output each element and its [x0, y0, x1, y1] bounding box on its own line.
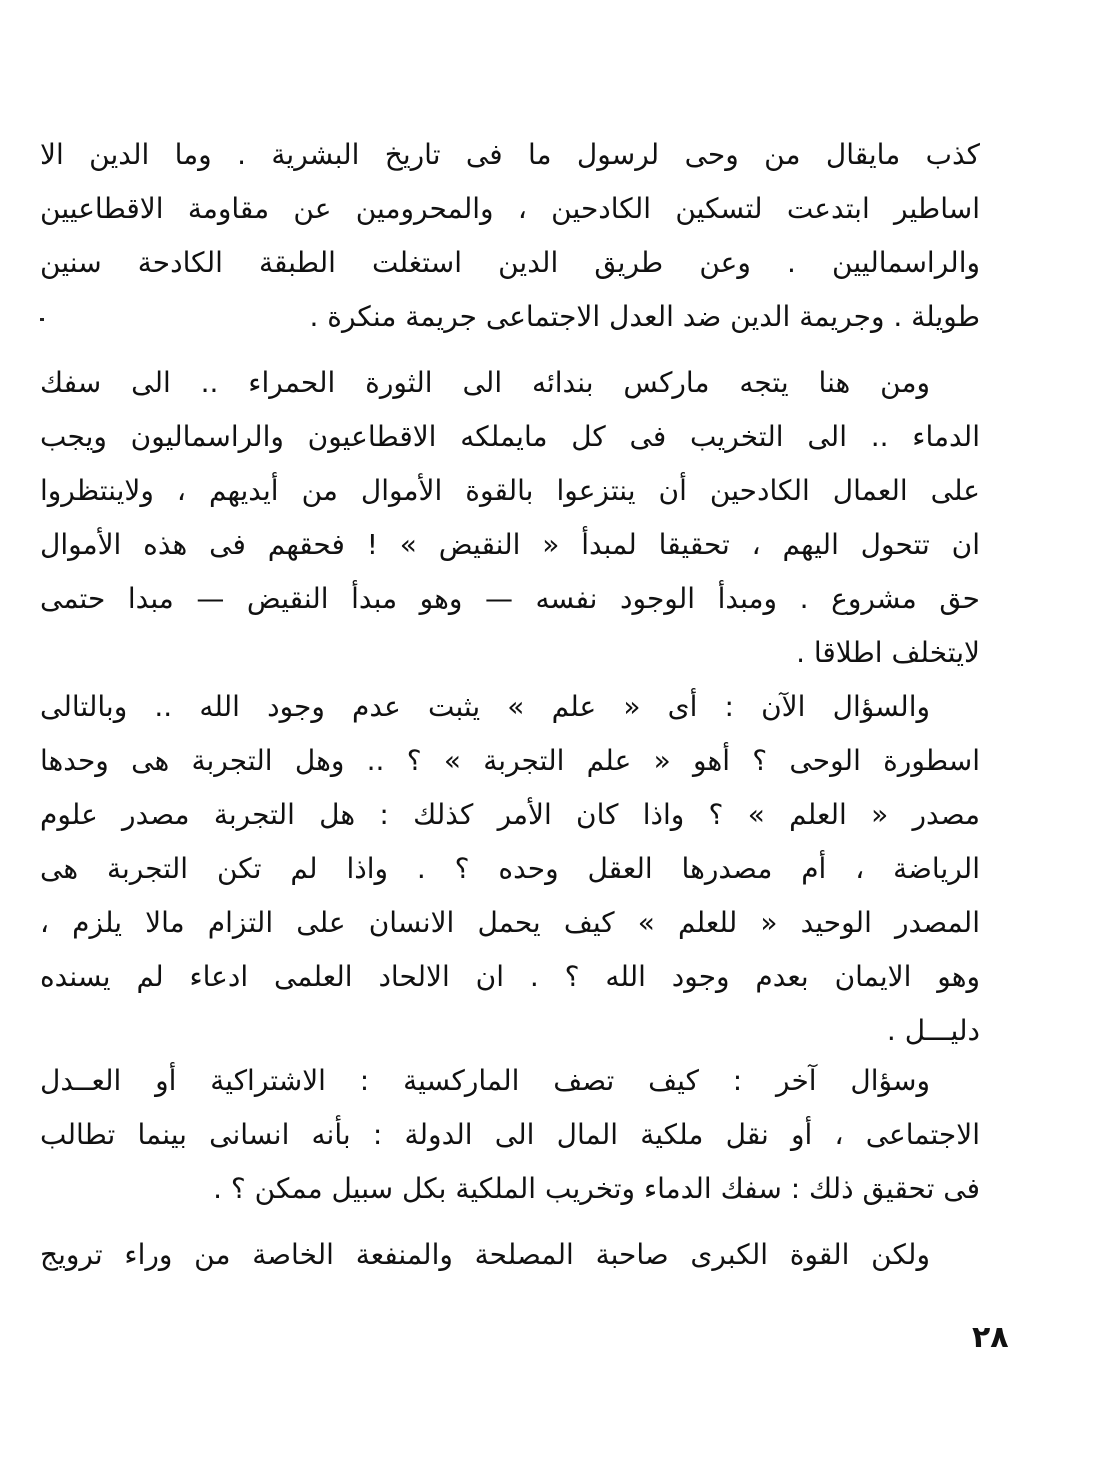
text-line: مصدر « العلم » ؟ واذا كان الأمر كذلك : هل التجربة مصدر علوم: [40, 798, 980, 831]
paragraph-4: [40, 1054, 980, 1216]
text-line: الاجتماعى ، أو نقل ملكية المال الى الدولة : بأنه انسانى بينما تطالب: [40, 1118, 980, 1151]
text-line: وسؤال آخر : كيف تصف الماركسية : الاشتراكية أو العــدل: [40, 1064, 930, 1097]
text-line: ولكن القوة الكبرى صاحبة المصلحة والمنفعة الخاصة من وراء ترويج: [40, 1238, 930, 1271]
text-line: على العمال الكادحين أن ينتزعوا بالقوة الأموال من أيديهم ، ولاينتظروا: [40, 474, 980, 507]
text-line: الدماء .. الى التخريب فى كل مايملكه الاقطاعيون والراسماليون ويجب: [40, 420, 980, 453]
text-line: والسؤال الآن : أى « علم » يثبت عدم وجود الله .. وبالتالى: [40, 690, 930, 723]
text-line: دليـــل .: [886, 1014, 980, 1047]
text-line: اساطير ابتدعت لتسكين الكادحين ، والمحرومين عن مقاومة الاقطاعيين: [40, 192, 980, 225]
text-line: فى تحقيق ذلك : سفك الدماء وتخريب الملكية بكل سبيل ممكن ؟ .: [213, 1172, 980, 1205]
text-line: اسطورة الوحى ؟ أهو « علم التجربة » ؟ .. وهل التجربة هى وحدها: [40, 744, 980, 777]
page-number: ٢٨: [972, 1320, 1009, 1355]
text-line: طويلة . وجريمة الدين ضد العدل الاجتماعى جريمة منكرة .: [309, 300, 980, 333]
text-line: كذب مايقال من وحى لرسول ما فى تاريخ البشرية . وما الدين الا: [40, 138, 980, 171]
paragraph-5: [40, 1228, 980, 1282]
text-line: وهو الايمان بعدم وجود الله ؟ . ان الالحاد العلمى ادعاء لم يسنده: [40, 960, 980, 993]
text-line: ومن هنا يتجه ماركس بندائه الى الثورة الحمراء .. الى سفك: [40, 366, 930, 399]
text-line: حق مشروع . ومبدأ الوجود نفسه — وهو مبدأ النقيض — مبدا حتمى: [40, 582, 980, 615]
text-line: ان تتحول اليهم ، تحقيقا لمبدأ « النقيض » ! فحقهم فى هذه الأموال: [40, 528, 980, 561]
paragraph-1: [40, 128, 980, 344]
text-line: والراسماليين . وعن طريق الدين استغلت الطبقة الكادحة سنين: [40, 246, 980, 279]
paragraph-3: [40, 680, 980, 1058]
text-line: لايتخلف اطلاقا .: [796, 636, 980, 669]
text-line: الرياضة ، أم مصدرها العقل وحده ؟ . واذا لم تكن التجربة هى: [40, 852, 980, 885]
paragraph-2: [40, 356, 980, 680]
text-line: المصدر الوحيد « للعلم » كيف يحمل الانسان على التزام مالا يلزم ،: [40, 906, 980, 939]
